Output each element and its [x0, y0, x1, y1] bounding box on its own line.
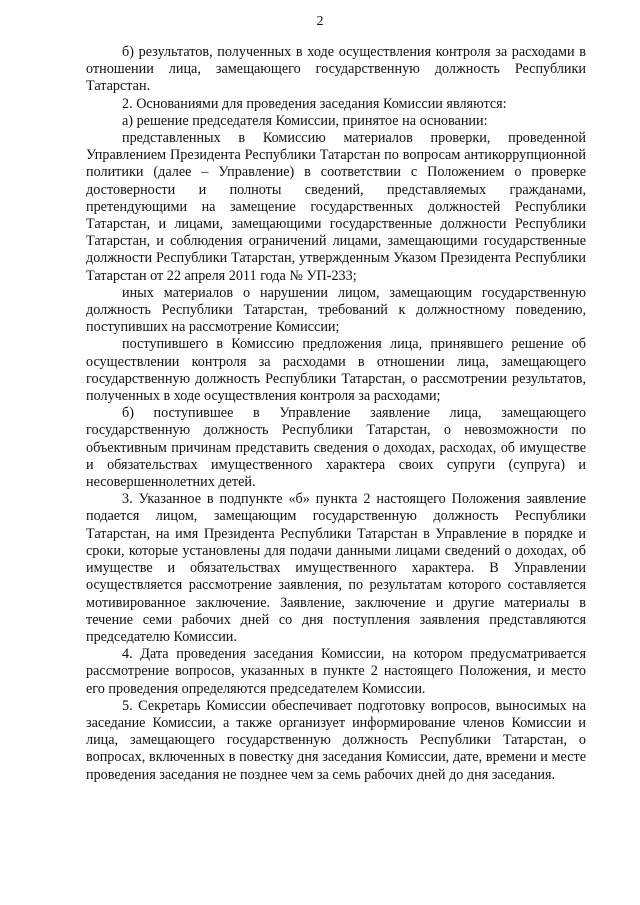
paragraph-4: 4. Дата проведения заседания Комиссии, на котором предусматривается рассмотрение вопросов, указанных в пункте 2 настоящего Положения, и место его проведения определяются председателем Комиссии.: [86, 646, 586, 697]
paragraph-2a-inspection-materials: представленных в Комиссию материалов проверки, проведенной Управлением Президента Республики Татарстан по вопросам антикоррупционной политики (далее – Управление) в соответствии с Положением о проверке достоверности и полноты сведений, представляемых гражданами, претендующими на замещение государственных должностей Республики Татарстан, и лицами, замещающими государственные должности Республики Татарстан, и соблюдения ограничений лицами, замещающими государственные должности Республики Татарстан, утвержденным Указом Президента Республики Татарстан от 22 апреля 2011 года № УП-233;: [86, 130, 586, 284]
paragraph-2a-proposal: поступившего в Комиссию предложения лица, принявшего решение об осуществлении контроля за расходами в отношении лица, замещающего государственную должность Республики Татарстан, о рассмотрении результатов, полученных в ходе осуществления контроля за расходами;: [86, 336, 586, 405]
paragraph-5: 5. Секретарь Комиссии обеспечивает подготовку вопросов, выносимых на заседание Комиссии, а также организует информирование членов Комиссии и лица, замещающего государственную должность Республики Татарстан, о вопросах, включенных в повестку дня заседания Комиссии, дате, времени и месте проведения заседания не позднее чем за семь рабочих дней до дня заседания.: [86, 697, 586, 783]
paragraph-2b-application: б) поступившее в Управление заявление лица, замещающего государственную должность Республики Татарстан, о невозможности по объективным причинам представить сведения о доходах, расходах, об имуществе и обязательствах имущественного характера своих супруги (супруга) и несовершеннолетних детей.: [86, 405, 586, 491]
paragraph-2a-other-materials: иных материалов о нарушении лицом, замещающим государственную должность Республики Татарстан, требований к должностному поведению, поступивших на рассмотрение Комиссии;: [86, 284, 586, 336]
paragraph-3: 3. Указанное в подпункте «б» пункта 2 настоящего Положения заявление подается лицом, замещающим государственную должность Республики Татарстан, на имя Президента Республики Татарстан в Управление в порядке и сроки, которые установлены для подачи данными лицами сведений о доходах, об имуществе и обязательствах имущественного характера. В Управлении осуществляется рассмотрение заявления, по результатам которого составляется мотивированное заключение. Заявление, заключение и другие материалы в течение семи рабочих дней со дня поступления заявления представляются председателю Комиссии.: [86, 491, 586, 645]
page-number: 2: [316, 14, 324, 29]
paragraph-1b-results: б) результатов, полученных в ходе осуществления контроля за расходами в отношении лица, замещающего государственную должность Республики Татарстан.: [86, 44, 586, 95]
paragraph-2-grounds: 2. Основаниями для проведения заседания Комиссии являются:: [122, 95, 507, 112]
paragraph-2a-decision: а) решение председателя Комиссии, принятое на основании:: [122, 112, 488, 129]
document-body: [86, 44, 586, 784]
